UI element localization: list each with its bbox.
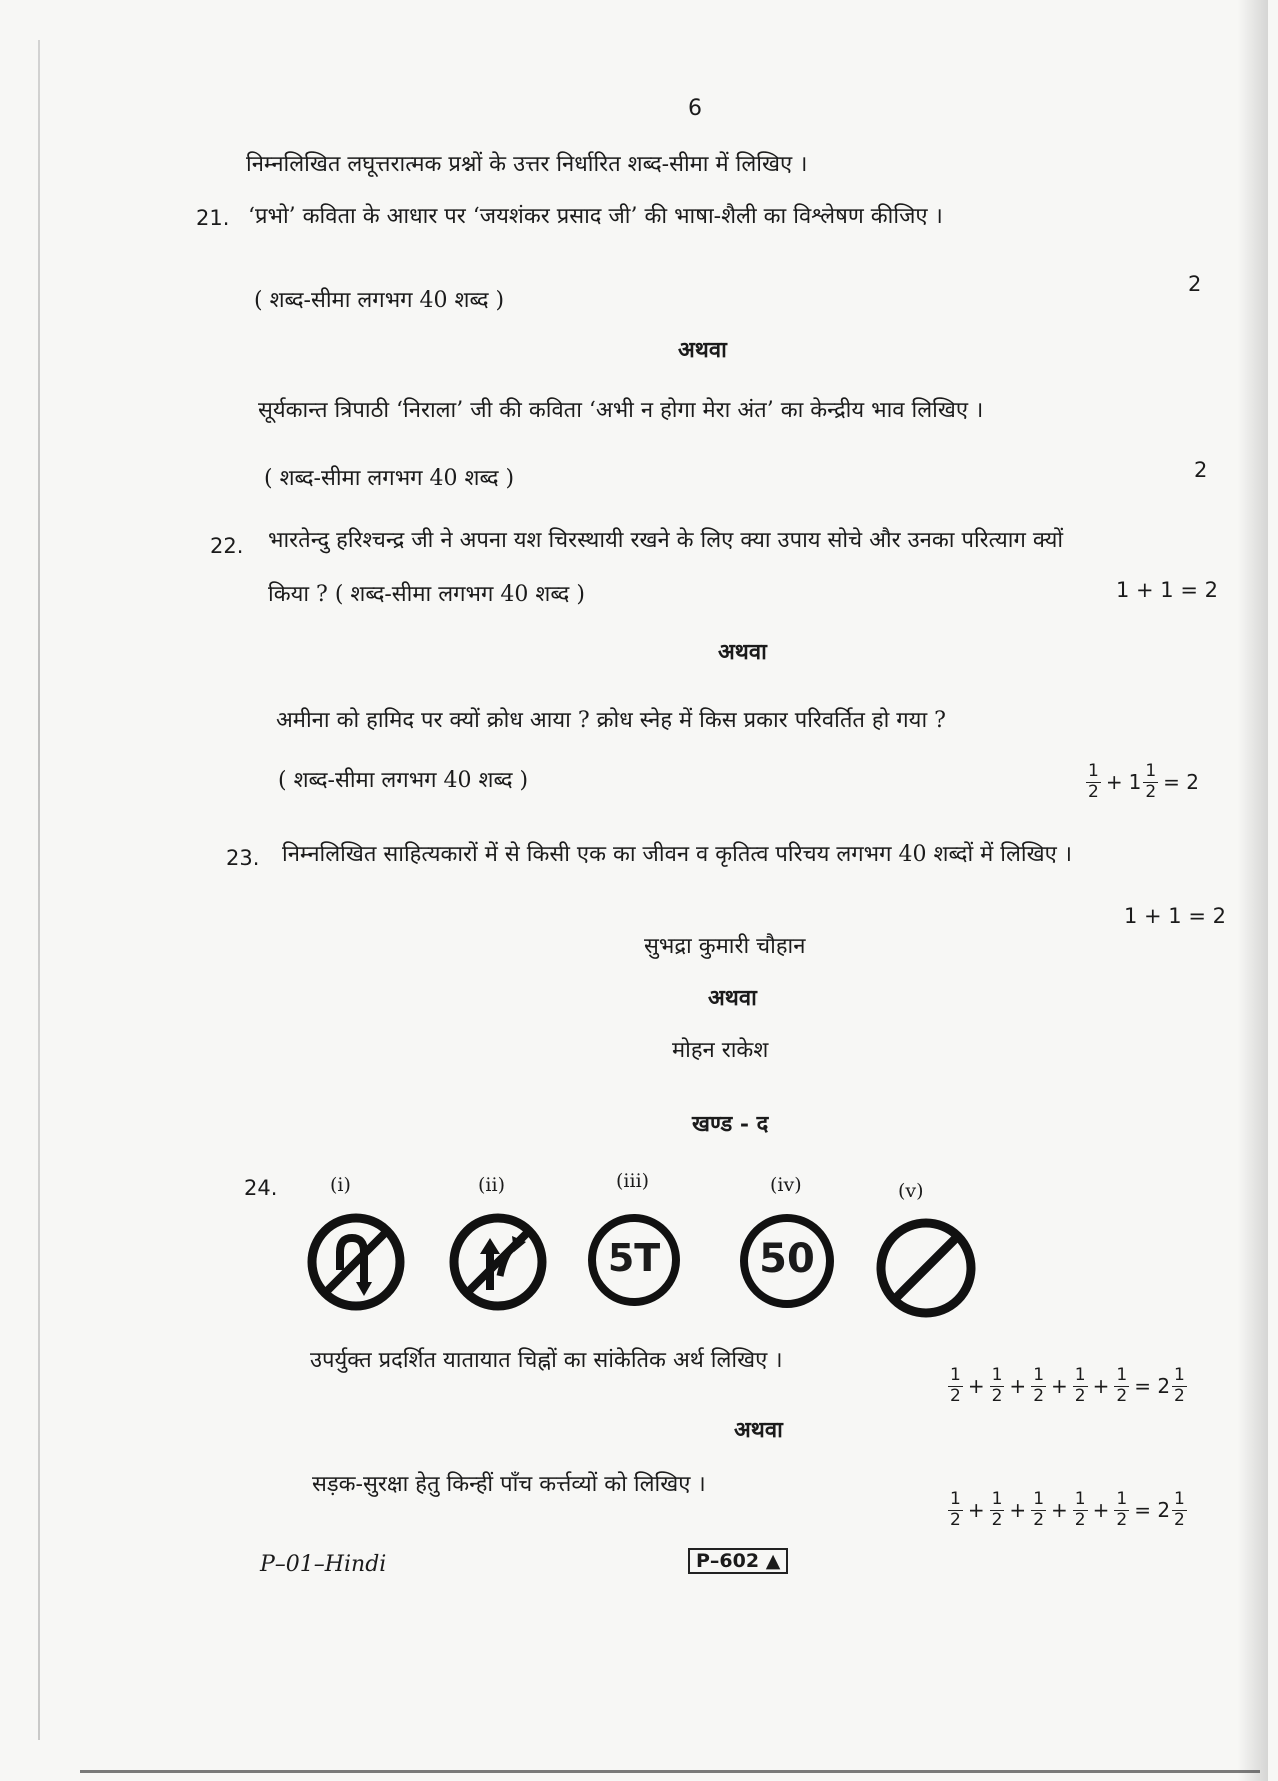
q21-word-limit: ( शब्द-सीमा लगभग 40 शब्द ) bbox=[254, 288, 505, 313]
q21-alt-text: सूर्यकान्त त्रिपाठी ‘निराला’ जी की कविता ‘अभी न होगा मेरा अंत’ का केन्द्रीय भाव लिखिए । bbox=[258, 398, 984, 423]
q21-text: ‘प्रभो’ कविता के आधार पर ‘जयशंकर प्रसाद जी’ की भाषा-शैली का विश्लेषण कीजिए । bbox=[248, 204, 943, 229]
q24-alt-text: सड़क-सुरक्षा हेतु किन्हीं पाँच कर्त्तव्यों को लिखिए । bbox=[312, 1472, 706, 1497]
speed-limit-text: 50 bbox=[759, 1236, 815, 1282]
q22-alt-word-limit: ( शब्द-सीमा लगभग 40 शब्द ) bbox=[278, 768, 529, 793]
half-fraction: $\frac{1}{2}$ bbox=[1145, 761, 1157, 802]
q21-alt-word-limit: ( शब्द-सीमा लगभग 40 शब्द ) bbox=[264, 466, 515, 491]
q24-text: उपर्युक्त प्रदर्शित यातायात चिह्नों का सांकेतिक अर्थ लिखिए । bbox=[310, 1348, 783, 1373]
q23-option2: मोहन राकेश bbox=[672, 1038, 769, 1063]
q24-number: 24. bbox=[244, 1176, 278, 1200]
q23-or-label: अथवा bbox=[708, 985, 757, 1011]
sign-label-iv: (iv) bbox=[770, 1174, 802, 1196]
half-fraction: $\frac{1}{2}$ bbox=[1088, 761, 1099, 802]
page-edge-right bbox=[1238, 0, 1268, 1781]
no-right-u-turn-sign-icon bbox=[448, 1212, 548, 1312]
q23-number: 23. bbox=[226, 846, 260, 870]
triangle-icon: ▲ bbox=[765, 1550, 781, 1572]
page-edge-bottom bbox=[80, 1770, 1260, 1773]
q23-option1: सुभद्रा कुमारी चौहान bbox=[644, 934, 806, 959]
no-u-turn-sign-icon bbox=[306, 1212, 406, 1312]
page-edge-left bbox=[38, 40, 40, 1740]
q22-alt-marks: $\frac{1}{2}$ + 1 $\frac{1}{2}$ = 2 bbox=[1088, 761, 1199, 802]
footer-code-box bbox=[688, 1550, 788, 1572]
sign-label-ii: (ii) bbox=[478, 1174, 505, 1196]
q22-text-line1: भारतेन्दु हरिश्चन्द्र जी ने अपना यश चिरस्थायी रखने के लिए क्या उपाय सोचे और उनका परित्याग क्यों bbox=[268, 528, 1064, 553]
footer-code-right: P–602 bbox=[696, 1550, 760, 1572]
q24-alt-marks: $\frac{1}{2}$ + $\frac{1}{2}$ + $\frac{1}{2}$ + $\frac{1}{2}$ + $\frac{1}{2}$ = 2 $\frac{1}{2}$ bbox=[950, 1489, 1185, 1530]
sign-label-v: (v) bbox=[898, 1180, 924, 1202]
instruction-text: निम्नलिखित लघूत्तरात्मक प्रश्नों के उत्तर निर्धारित शब्द-सीमा में लिखिए । bbox=[246, 152, 808, 177]
q24-marks: $\frac{1}{2}$ + $\frac{1}{2}$ + $\frac{1}{2}$ + $\frac{1}{2}$ + $\frac{1}{2}$ = 2 $\frac{1}{2}$ bbox=[950, 1365, 1185, 1406]
q22-alt-text: अमीना को हामिद पर क्यों क्रोध आया ? क्रोध स्नेह में किस प्रकार परिवर्तित हो गया ? bbox=[276, 708, 946, 733]
q21-number: 21. bbox=[196, 206, 230, 230]
q21-or-label: अथवा bbox=[678, 337, 727, 363]
q22-number: 22. bbox=[210, 534, 244, 558]
sign-label-iii: (iii) bbox=[616, 1170, 650, 1192]
q23-marks: 1 + 1 = 2 bbox=[1124, 904, 1226, 928]
q22-or-label: अथवा bbox=[718, 639, 767, 665]
footer-code-left: P–01–Hindi bbox=[260, 1552, 387, 1577]
q21-marks: 2 bbox=[1188, 272, 1202, 296]
page-number: 6 bbox=[688, 96, 702, 121]
weight-limit-text: 5T bbox=[607, 1236, 661, 1280]
q22-marks: 1 + 1 = 2 bbox=[1116, 578, 1218, 602]
no-entry-sign-icon bbox=[874, 1216, 978, 1320]
section-heading: खण्ड - द bbox=[692, 1111, 769, 1137]
q23-text: निम्नलिखित साहित्यकारों में से किसी एक का जीवन व कृतित्व परिचय लगभग 40 शब्दों में लिखिए । bbox=[282, 842, 1073, 867]
q21-alt-marks: 2 bbox=[1194, 458, 1208, 482]
q22-text-line2: किया ? ( शब्द-सीमा लगभग 40 शब्द ) bbox=[268, 582, 585, 607]
sign-label-i: (i) bbox=[330, 1174, 351, 1196]
q24-or-label: अथवा bbox=[734, 1417, 783, 1443]
